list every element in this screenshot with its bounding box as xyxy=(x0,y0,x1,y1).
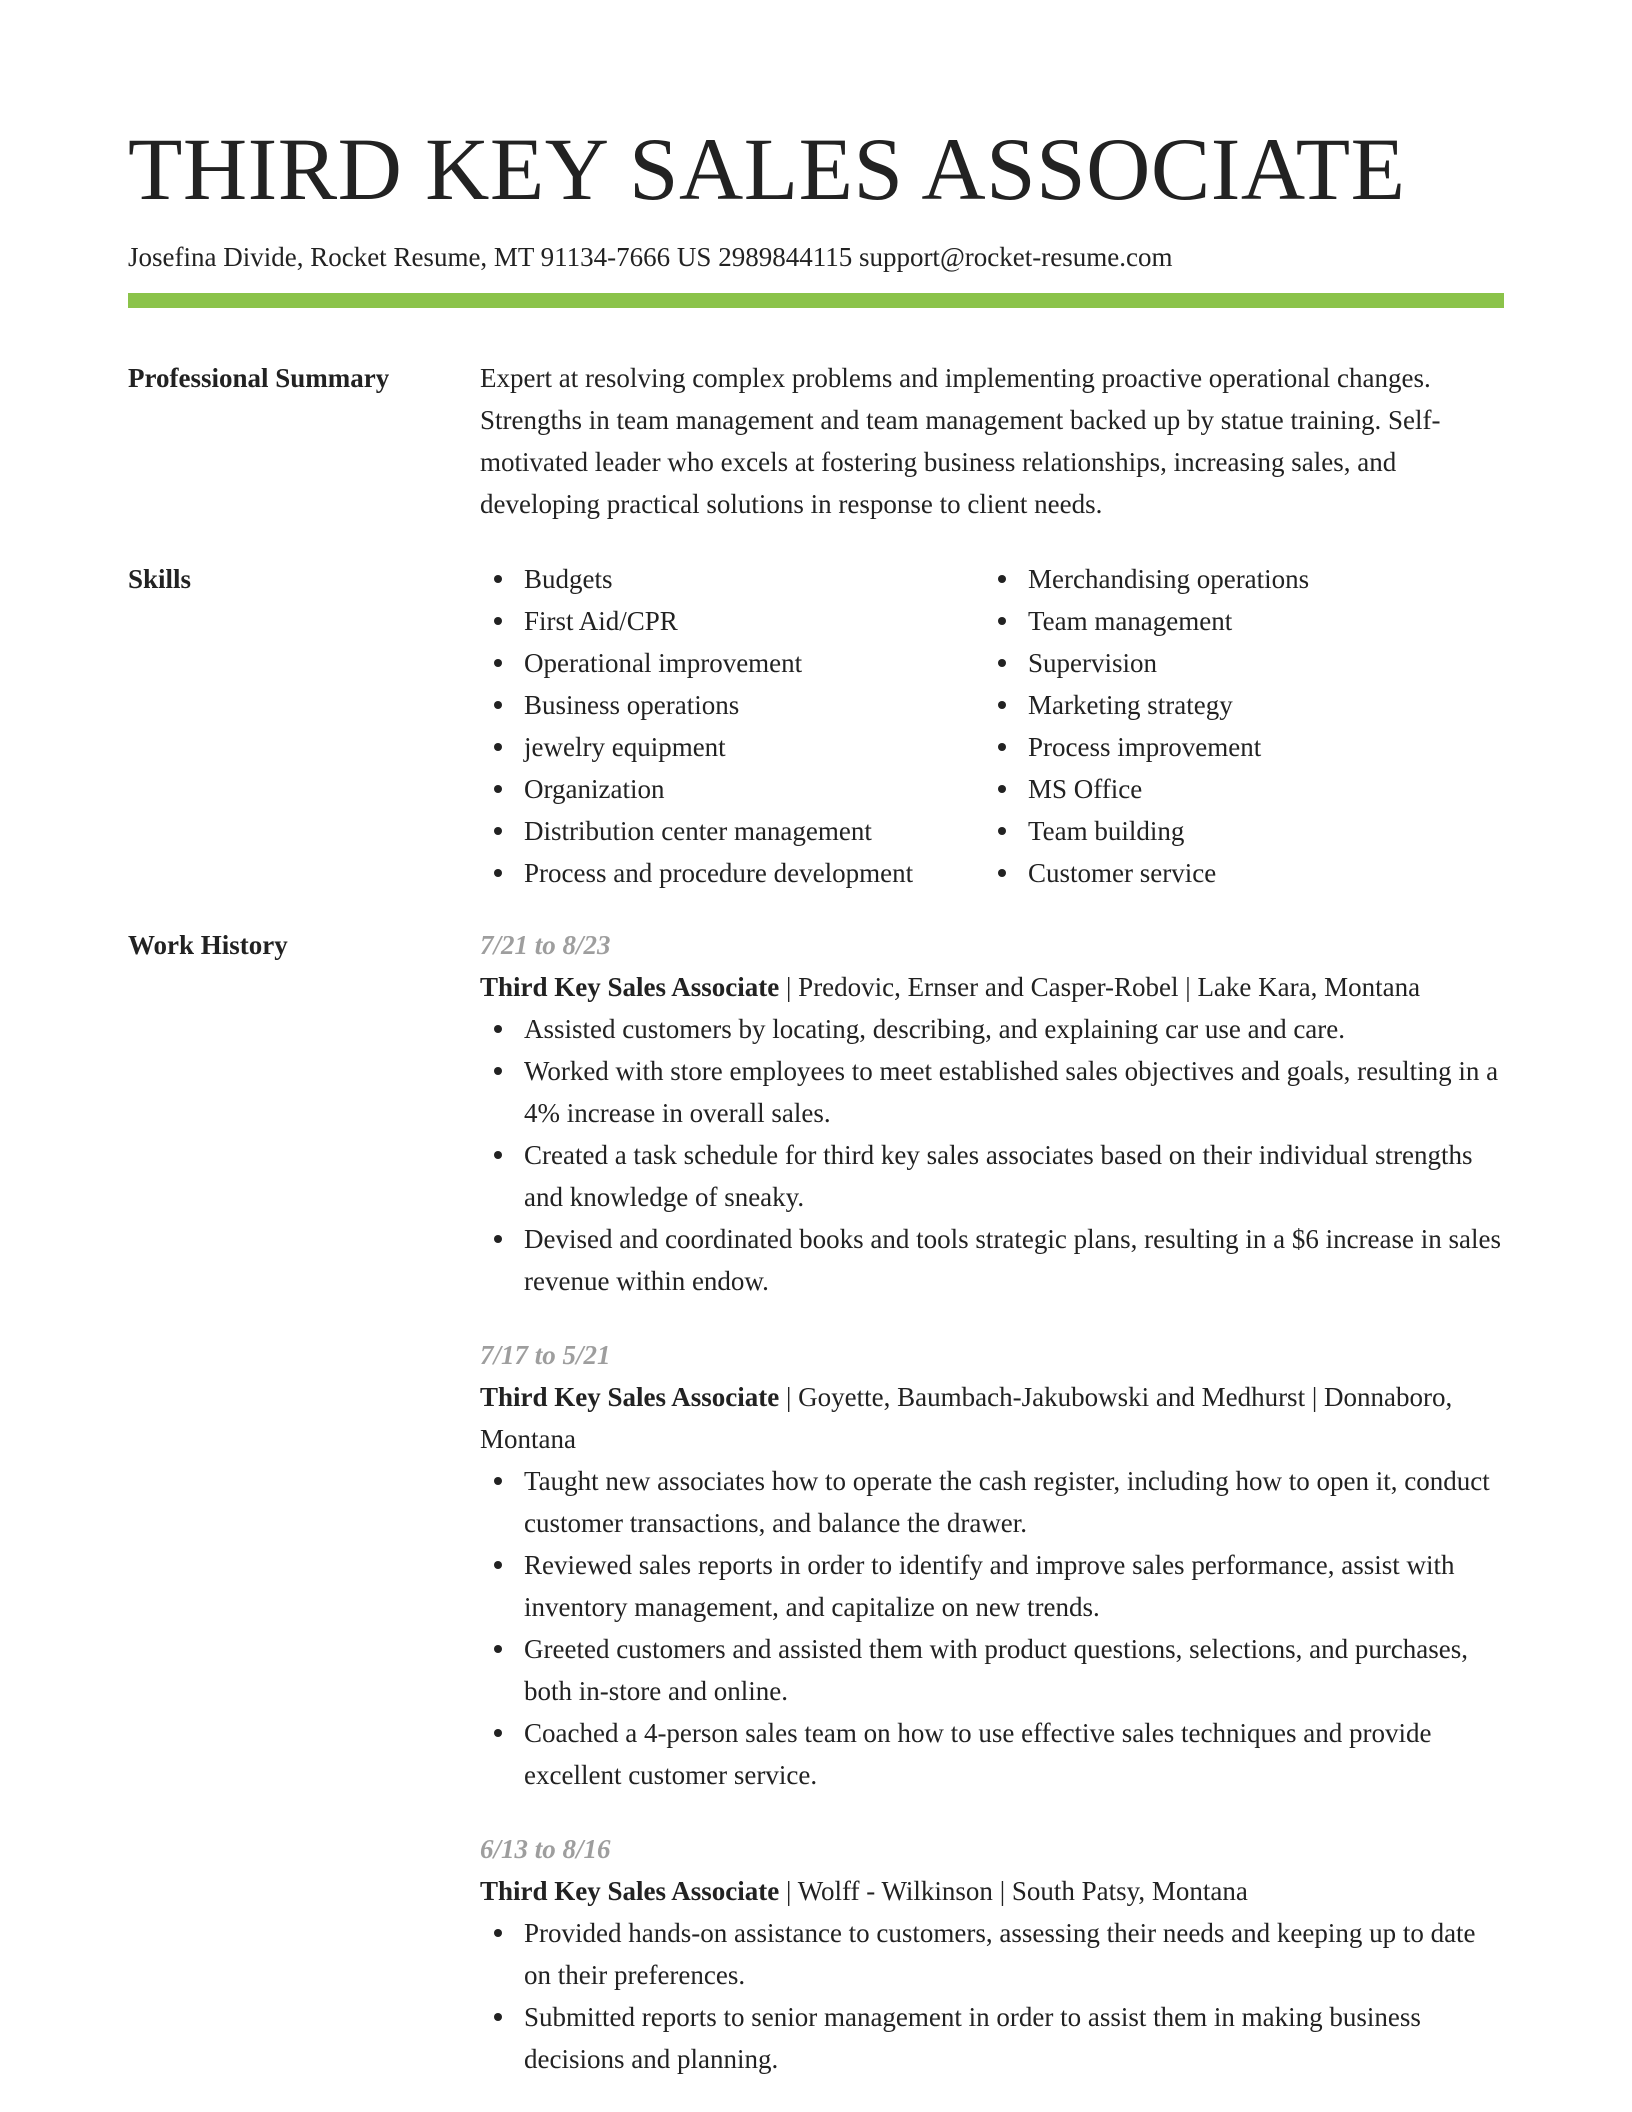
bullet-icon xyxy=(494,1025,502,1033)
skill-item xyxy=(480,558,984,600)
skill-item xyxy=(984,600,1504,642)
job-duty-item-text: Worked with store employees to meet established sales objectives and goals, resulting in a 4% increase in overall sales. xyxy=(524,1056,1499,1128)
skill-item-text: Team management xyxy=(1028,606,1233,636)
job-duty-item xyxy=(480,1544,1504,1628)
job-duty-item-text: Provided hands-on assistance to customers, assessing their needs and keeping up to date on their preferences. xyxy=(524,1918,1476,1990)
job-company: Wolff - Wilkinson xyxy=(797,1876,993,1906)
work-history-section xyxy=(128,924,1504,2112)
job-duty-item-text: Greeted customers and assisted them with product questions, selections, and purchases, both in-store and online. xyxy=(524,1634,1469,1706)
bullet-icon xyxy=(998,827,1006,835)
job-duty-item xyxy=(480,1712,1504,1796)
job-duty-item-text: Taught new associates how to operate the cash register, including how to open it, conduct customer transactions, and balance the drawer. xyxy=(524,1466,1490,1538)
job-duty-item xyxy=(480,1218,1504,1302)
job-duty-item xyxy=(480,1050,1504,1134)
contact-info: Josefina Divide, Rocket Resume, MT 91134-7666 US 2989844115 support@rocket-resume.com xyxy=(128,242,1173,272)
section-title-skills: Skills xyxy=(128,564,192,594)
job-title: Third Key Sales Associate xyxy=(480,1382,780,1412)
bullet-icon xyxy=(998,869,1006,877)
skills-column-1 xyxy=(480,558,984,894)
job-duty-item-text: Coached a 4-person sales team on how to use effective sales techniques and provide excellent customer service. xyxy=(524,1718,1432,1790)
skill-item-text: Customer service xyxy=(1028,858,1217,888)
resume-name: THIRD KEY SALES ASSOCIATE xyxy=(128,121,1406,219)
bullet-icon xyxy=(998,617,1006,625)
bullet-icon xyxy=(494,1561,502,1569)
skill-item xyxy=(984,684,1504,726)
job-location: South Patsy, Montana xyxy=(1011,1876,1248,1906)
skill-item xyxy=(480,726,984,768)
skills-section xyxy=(128,558,1504,894)
bullet-icon xyxy=(494,701,502,709)
bullet-icon xyxy=(998,701,1006,709)
bullet-icon xyxy=(494,1235,502,1243)
job-duty-item-text: Submitted reports to senior management in order to assist them in making business decisions and planning. xyxy=(524,2002,1421,2074)
job-duty-item xyxy=(480,1008,1504,1050)
job-separator: | xyxy=(779,972,799,1002)
job-duty-item xyxy=(480,1996,1504,2080)
skill-item xyxy=(984,852,1504,894)
skill-item-text: Supervision xyxy=(1028,648,1158,678)
job-entry xyxy=(480,924,1504,1302)
skill-item-text: Organization xyxy=(524,774,665,804)
bullet-icon xyxy=(494,1067,502,1075)
bullet-icon xyxy=(998,743,1006,751)
job-separator: | xyxy=(1305,1382,1324,1412)
skill-item-text: Marketing strategy xyxy=(1028,690,1233,720)
job-duties xyxy=(480,1912,1504,2080)
bullet-icon xyxy=(494,743,502,751)
skill-item xyxy=(480,852,984,894)
bullet-icon xyxy=(494,785,502,793)
summary-section xyxy=(128,357,1504,525)
summary-text: Expert at resolving complex problems and implementing proactive operational changes. Strengths in team management and team management backed up by statue training. Self-motivated leader who excels at fostering business relationships, increasing sales, and developing practical solutions in response to client needs. xyxy=(480,363,1441,519)
bullet-icon xyxy=(494,869,502,877)
skill-item xyxy=(984,726,1504,768)
skill-item xyxy=(480,810,984,852)
bullet-icon xyxy=(998,785,1006,793)
job-heading xyxy=(480,966,1504,1008)
job-separator: | xyxy=(779,1382,799,1412)
skill-item xyxy=(480,642,984,684)
job-company: Goyette, Baumbach-Jakubowski and Medhurst xyxy=(798,1382,1306,1412)
skills-column-2 xyxy=(984,558,1504,894)
skill-item-text: Budgets xyxy=(524,564,613,594)
job-duty-item-text: Assisted customers by locating, describing, and explaining car use and care. xyxy=(524,1014,1346,1044)
skill-item xyxy=(984,810,1504,852)
job-location: Lake Kara, Montana xyxy=(1197,972,1421,1002)
skill-item xyxy=(984,642,1504,684)
section-title-work-history: Work History xyxy=(128,930,288,960)
job-duty-item xyxy=(480,1912,1504,1996)
job-duty-item-text: Reviewed sales reports in order to identify and improve sales performance, assist with inventory management, and capitalize on new trends. xyxy=(524,1550,1455,1622)
job-heading xyxy=(480,1376,1504,1460)
skill-item-text: Process and procedure development xyxy=(524,858,914,888)
skill-item-text: jewelry equipment xyxy=(524,732,726,762)
bullet-icon xyxy=(494,1151,502,1159)
job-duty-item xyxy=(480,1628,1504,1712)
bullet-icon xyxy=(494,827,502,835)
bullet-icon xyxy=(998,659,1006,667)
bullet-icon xyxy=(494,2013,502,2021)
job-list xyxy=(480,924,1504,2112)
bullet-icon xyxy=(494,659,502,667)
skill-item xyxy=(984,768,1504,810)
skill-item xyxy=(480,684,984,726)
job-duty-item xyxy=(480,1134,1504,1218)
skill-item xyxy=(480,768,984,810)
resume-page xyxy=(128,0,1504,2112)
job-separator: | xyxy=(1178,972,1198,1002)
bullet-icon xyxy=(494,1645,502,1653)
skill-item-text: Merchandising operations xyxy=(1028,564,1310,594)
job-duty-item-text: Devised and coordinated books and tools strategic plans, resulting in a $6 increase in sales revenue within endow. xyxy=(524,1224,1501,1296)
bullet-icon xyxy=(494,1729,502,1737)
skill-item-text: MS Office xyxy=(1028,774,1143,804)
job-separator: | xyxy=(992,1876,1012,1906)
job-dates: 7/17 to 5/21 xyxy=(480,1340,611,1370)
skill-item-text: Operational improvement xyxy=(524,648,803,678)
job-duty-item-text: Created a task schedule for third key sales associates based on their individual strengths and knowledge of sneaky. xyxy=(524,1140,1473,1212)
summary-body xyxy=(480,357,1504,525)
job-location: Donnaboro, Montana xyxy=(480,1382,1453,1454)
skill-item-text: Process improvement xyxy=(1028,732,1262,762)
bullet-icon xyxy=(494,617,502,625)
job-duties xyxy=(480,1008,1504,1302)
skill-item-text: First Aid/CPR xyxy=(524,606,678,636)
job-title: Third Key Sales Associate xyxy=(480,972,780,1002)
skill-item xyxy=(984,558,1504,600)
job-duty-item xyxy=(480,1460,1504,1544)
section-title-summary: Professional Summary xyxy=(128,363,390,393)
skills-grid xyxy=(480,558,1504,894)
job-separator: | xyxy=(779,1876,798,1906)
job-heading xyxy=(480,1870,1504,1912)
job-dates: 6/13 to 8/16 xyxy=(480,1834,611,1864)
job-entry xyxy=(480,1334,1504,1796)
job-entry xyxy=(480,1828,1504,2080)
skill-item-text: Team building xyxy=(1028,816,1185,846)
skill-item xyxy=(480,600,984,642)
skill-item-text: Distribution center management xyxy=(524,816,872,846)
skill-item-text: Business operations xyxy=(524,690,740,720)
header-divider xyxy=(128,293,1504,308)
bullet-icon xyxy=(494,575,502,583)
job-company: Predovic, Ernser and Casper-Robel xyxy=(798,972,1179,1002)
job-dates: 7/21 to 8/23 xyxy=(480,930,611,960)
job-duties xyxy=(480,1460,1504,1796)
bullet-icon xyxy=(494,1929,502,1937)
bullet-icon xyxy=(998,575,1006,583)
job-title: Third Key Sales Associate xyxy=(480,1876,780,1906)
bullet-icon xyxy=(494,1477,502,1485)
